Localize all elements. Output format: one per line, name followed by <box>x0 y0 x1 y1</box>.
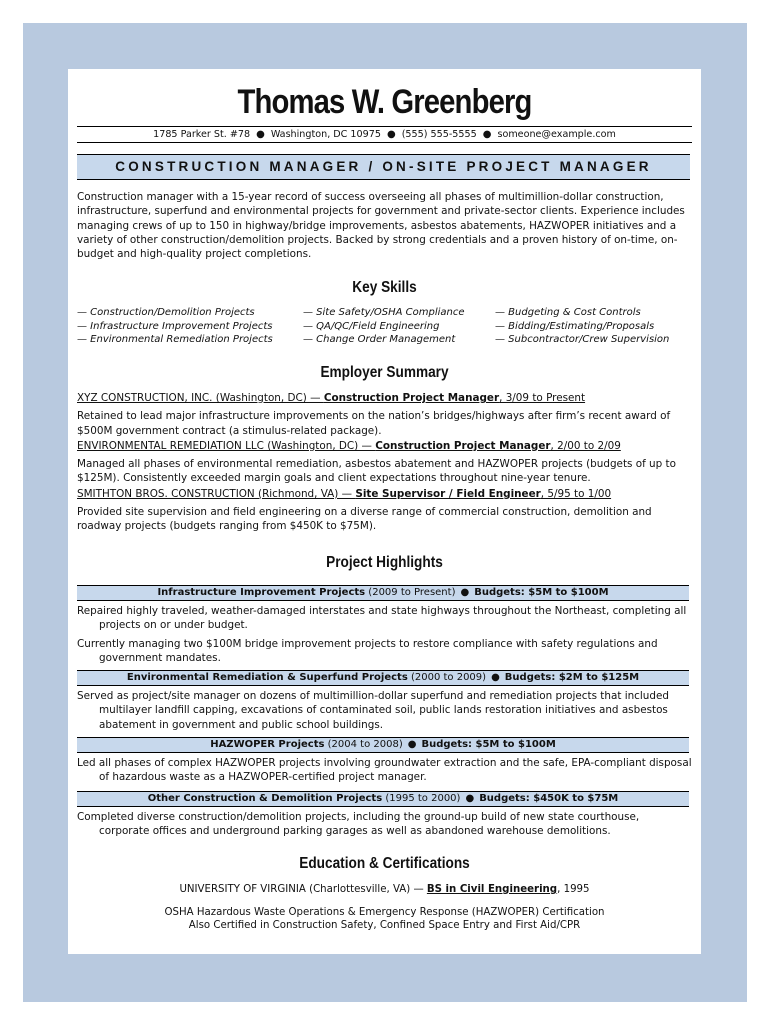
bullet-dot: ● <box>407 739 417 750</box>
project-details <box>77 810 692 839</box>
summary-paragraph: Construction manager with a 15-year record of success overseeing all phases of multimillion-dollar construction, infrastructure, superfund and environmental projects for government and private-sector clients. Experience includes managing crews of up to 150 in highway/bridge improvements, asbestos abatements, HAZWOPER initiatives and a variety of other construction/demolition projects. Backed by strong credentials and a proven history of on-time, on-budget and high-quality project completions. <box>77 191 685 261</box>
project-details <box>77 689 692 732</box>
employer-description: Provided site supervision and field engineering on a diverse range of commercial construction, demolition and roadway projects (budgets ranging from $450K to $75M). <box>77 506 652 533</box>
employer-list <box>77 391 692 534</box>
project-bullet: Currently managing two $100M bridge improvement projects to restore compliance with safety regulations and government mandates. <box>77 637 658 664</box>
employer-line <box>77 391 692 405</box>
key-skills-heading: Key Skills <box>352 279 417 296</box>
bullet-dot: ● <box>482 129 492 140</box>
employer-line <box>77 439 692 453</box>
project-bullet: Repaired highly traveled, weather-damaged interstates and state highways throughout the Northeast, completing all projects on or under budget. <box>77 605 687 632</box>
employer-dates: , 2/00 to 2/09 <box>550 439 621 452</box>
project-budget: Budgets: $5M to $100M <box>474 587 609 598</box>
employer-line <box>77 487 692 501</box>
resume-name: Thomas W. Greenberg <box>237 83 532 121</box>
employer-summary-heading: Employer Summary <box>320 364 449 381</box>
skill-item: — Construction/Demolition Projects <box>77 307 255 318</box>
project-bullet: Completed diverse construction/demolition projects, including the ground-up build of new state courthouse, corporate offices and underground parking garages as well as abandoned warehouse demolitions. <box>77 811 640 838</box>
project-years: (2004 to 2008) <box>324 739 403 750</box>
contact-city: Washington, DC 10975 <box>270 129 381 140</box>
education-degree-line <box>68 883 701 896</box>
employer-description: Retained to lead major infrastructure improvements on the nation’s bridges/highways after firm’s recent award of $500M government contract (a stimulus-related package). <box>77 410 671 437</box>
contact-phone: (555) 555-5555 <box>401 129 477 140</box>
skill-item: — Infrastructure Improvement Projects <box>77 320 273 332</box>
contact-email: someone@example.com <box>497 129 616 140</box>
skill-item: — QA/QC/Field Engineering <box>303 320 440 332</box>
education-year: , 1995 <box>557 884 590 895</box>
contact-address: 1785 Parker St. #78 <box>153 129 251 140</box>
education-heading: Education & Certifications <box>299 855 470 872</box>
skill-item: — Budgeting & Cost Controls <box>495 307 641 318</box>
skill-item: — Environmental Remediation Projects <box>77 334 273 346</box>
bullet-dot: ● <box>460 587 470 598</box>
skill-item: — Change Order Management <box>303 334 456 346</box>
skills-column-2 <box>303 306 465 347</box>
bullet-dot: ● <box>491 672 500 683</box>
project-header-bar <box>77 585 689 601</box>
contact-line <box>77 126 692 143</box>
employer-company: XYZ CONSTRUCTION, INC. (Washington, DC) — <box>77 392 324 404</box>
bullet-dot: ● <box>386 129 396 140</box>
skill-item: — Subcontractor/Crew Supervision <box>495 334 670 346</box>
certification-line: Also Certified in Construction Safety, Confined Space Entry and First Aid/CPR <box>188 920 581 931</box>
project-header-bar <box>77 737 689 753</box>
skills-column-1 <box>77 306 273 347</box>
project-highlights-heading: Project Highlights <box>326 554 443 571</box>
employer-company: ENVIRONMENTAL REMEDIATION LLC (Washington, DC) — <box>77 439 376 452</box>
employer-company: SMITHTON BROS. CONSTRUCTION (Richmond, VA) — <box>77 487 356 500</box>
project-details <box>77 604 692 665</box>
skill-item: — Bidding/Estimating/Proposals <box>495 320 655 332</box>
project-name: HAZWOPER Projects <box>210 739 325 750</box>
resume-page <box>68 69 701 954</box>
bullet-dot: ● <box>465 793 475 804</box>
project-years: (2000 to 2009) <box>407 672 487 683</box>
employer-role: Site Supervisor / Field Engineer <box>355 487 541 500</box>
employer-role: Construction Project Manager <box>323 392 500 404</box>
employer-description: Managed all phases of environmental remediation, asbestos abatement and HAZWOPER projects (budgets of up to $125M). Consistently exceeded margin goals and client expectations throughout nine-year tenure. <box>77 458 676 485</box>
bullet-dot: ● <box>256 129 265 140</box>
project-budget: Budgets: $2M to $125M <box>504 672 640 683</box>
project-budget: Budgets: $450K to $75M <box>479 793 619 804</box>
project-name: Infrastructure Improvement Projects <box>157 587 366 598</box>
project-header-bar <box>77 791 689 807</box>
education-school: UNIVERSITY OF VIRGINIA (Charlottesville, VA) — <box>179 884 427 895</box>
project-years: (2009 to Present) <box>365 587 456 598</box>
education-degree: BS in Civil Engineering <box>426 884 558 895</box>
certification-line: OSHA Hazardous Waste Operations & Emergency Response (HAZWOPER) Certification <box>164 907 605 918</box>
project-bullet: Served as project/site manager on dozens of multimillion-dollar superfund and remediation projects that included multilayer landfill capping, excavations of contaminated soil, public lands restoration initiatives and asbestos abatement in government and public school buildings. <box>77 690 669 731</box>
employer-role: Construction Project Manager <box>375 439 551 452</box>
project-details <box>77 756 692 785</box>
project-name: Environmental Remediation & Superfund Projects <box>126 672 408 683</box>
project-header-bar <box>77 670 689 686</box>
skills-column-3 <box>495 306 669 347</box>
employer-dates: , 5/95 to 1/00 <box>540 487 612 500</box>
employer-dates: , 3/09 to Present <box>499 392 586 404</box>
project-name: Other Construction & Demolition Projects <box>147 793 383 804</box>
job-title-banner: CONSTRUCTION MANAGER / ON-SITE PROJECT MANAGER <box>77 154 690 180</box>
skill-item: — Site Safety/OSHA Compliance <box>303 307 465 318</box>
project-years: (1995 to 2000) <box>382 793 461 804</box>
project-bullet: Led all phases of complex HAZWOPER projects involving groundwater extraction and the safe, EPA-compliant disposal of hazardous waste as a HAZWOPER-certified project manager. <box>77 757 692 784</box>
project-budget: Budgets: $5M to $100M <box>421 739 556 750</box>
